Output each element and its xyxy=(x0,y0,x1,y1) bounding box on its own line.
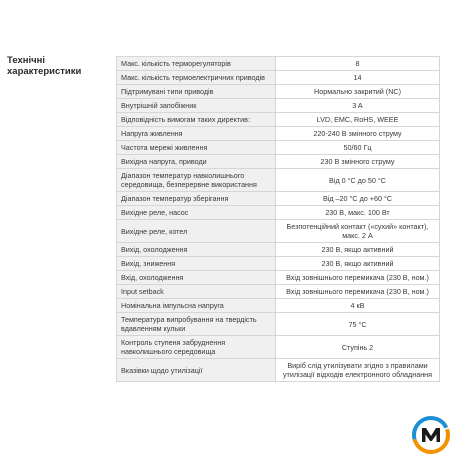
spec-row xyxy=(117,206,440,220)
spec-row xyxy=(117,71,440,85)
spec-value: Вхід зовнішнього перемикача (230 В, ном.) xyxy=(276,271,440,285)
spec-value: LVD, EMC, RoHS, WEEE xyxy=(276,113,440,127)
spec-label: Температура випробування на твердість вдавленням кульки xyxy=(117,313,276,336)
spec-row xyxy=(117,85,440,99)
spec-value: 50/60 Гц xyxy=(276,141,440,155)
spec-row xyxy=(117,336,440,359)
spec-value: 230 В, макс. 100 Вт xyxy=(276,206,440,220)
spec-value: Нормально закритий (NC) xyxy=(276,85,440,99)
spec-value: 230 В, якщо активний xyxy=(276,257,440,271)
spec-row xyxy=(117,220,440,243)
spec-label: Вихідна напруга, приводи xyxy=(117,155,276,169)
spec-label: Підтримувані типи приводів xyxy=(117,85,276,99)
section-title: Технічні характеристики xyxy=(7,55,82,77)
spec-label: Діапазон температур навколишнього середовища, безперервне використання xyxy=(117,169,276,192)
spec-row xyxy=(117,57,440,71)
spec-row xyxy=(117,169,440,192)
spec-label: Вихідне реле, котел xyxy=(117,220,276,243)
spec-value: 3 A xyxy=(276,99,440,113)
spec-value: Ступінь 2 xyxy=(276,336,440,359)
spec-label: Вихід, охолодження xyxy=(117,243,276,257)
spec-row xyxy=(117,127,440,141)
spec-row xyxy=(117,99,440,113)
spec-row xyxy=(117,313,440,336)
m-logo-icon xyxy=(411,415,451,455)
spec-value: 230 В змінного струму xyxy=(276,155,440,169)
spec-row xyxy=(117,243,440,257)
spec-value: 8 xyxy=(276,57,440,71)
spec-row xyxy=(117,285,440,299)
spec-label: Відповідність вимогам таких директив: xyxy=(117,113,276,127)
spec-value: 4 кВ xyxy=(276,299,440,313)
spec-label: Вхід, охолодження xyxy=(117,271,276,285)
spec-value: 14 xyxy=(276,71,440,85)
spec-label: Напруга живлення xyxy=(117,127,276,141)
spec-label: Input setback xyxy=(117,285,276,299)
spec-value: Від –20 °C до +60 °C xyxy=(276,192,440,206)
spec-label: Частота мережі живлення xyxy=(117,141,276,155)
spec-label: Номінальна імпульсна напруга xyxy=(117,299,276,313)
spec-row xyxy=(117,113,440,127)
spec-row xyxy=(117,141,440,155)
spec-row xyxy=(117,257,440,271)
spec-label: Вказівки щодо утилізації xyxy=(117,359,276,382)
spec-row xyxy=(117,192,440,206)
spec-value: Від 0 °C до 50 °C xyxy=(276,169,440,192)
spec-value: 220-240 В змінного струму xyxy=(276,127,440,141)
spec-table xyxy=(116,56,440,382)
spec-label: Внутрішній запобіжник xyxy=(117,99,276,113)
spec-label: Контроль ступеня забруднення навколишнього середовища xyxy=(117,336,276,359)
spec-value: Безпотенційний контакт («сухий» контакт), макс. 2 А xyxy=(276,220,440,243)
spec-value: Вхід зовнішнього перемикача (230 В, ном.) xyxy=(276,285,440,299)
spec-label: Вихідне реле, насос xyxy=(117,206,276,220)
spec-value: 230 В, якщо активний xyxy=(276,243,440,257)
spec-label: Вихід, зниження xyxy=(117,257,276,271)
spec-value: 75 °C xyxy=(276,313,440,336)
spec-row xyxy=(117,271,440,285)
spec-row xyxy=(117,299,440,313)
spec-row xyxy=(117,155,440,169)
spec-label: Діапазон температур зберігання xyxy=(117,192,276,206)
spec-label: Макс. кількість термоелектричних приводів xyxy=(117,71,276,85)
spec-value: Виріб слід утилізувати згідно з правилами утилізації відходів електронного обладнання xyxy=(276,359,440,382)
spec-row xyxy=(117,359,440,382)
spec-label: Макс. кількість терморегуляторів xyxy=(117,57,276,71)
